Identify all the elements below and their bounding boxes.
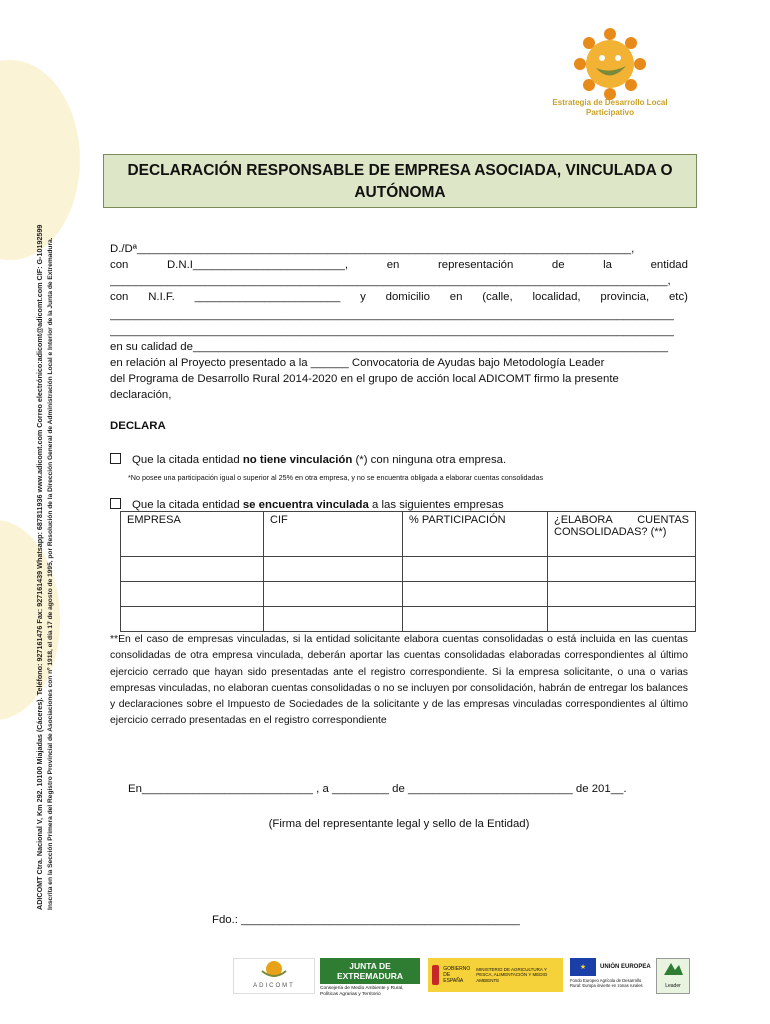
table-cell[interactable]	[121, 607, 264, 632]
adicomt-logo	[233, 958, 315, 994]
sidebar-address	[34, 225, 56, 910]
fdo-line: Fdo.: ____________________________________________	[212, 914, 520, 926]
spain-crest-icon	[432, 965, 439, 985]
table-row	[121, 607, 696, 632]
logo-caption	[535, 98, 685, 118]
title-line-1: DECLARACIÓN RESPONSABLE DE EMPRESA ASOCIADA, VINCULADA O	[127, 162, 673, 179]
form-text: con	[110, 259, 129, 271]
table-cell[interactable]	[264, 582, 403, 607]
ministerio-label: MINISTERIO DE AGRICULTURA Y PESCA, ALIMENTACIÓN Y MEDIO AMBIENTE	[476, 966, 548, 983]
junta-extremadura-logo	[320, 958, 420, 997]
option-text: Que la citada entidad	[132, 499, 243, 511]
table-header-row	[121, 512, 696, 557]
leader-icon	[661, 959, 685, 979]
checkbox[interactable]	[110, 453, 121, 464]
form-text: la	[603, 259, 612, 271]
title-line-2: AUTÓNOMA	[354, 184, 446, 201]
eu-flag-icon: ★	[570, 958, 596, 976]
table-cell[interactable]	[264, 607, 403, 632]
form-line-entity: ________________________________________________________________________________________,	[110, 275, 671, 287]
gobierno-espana-logo	[428, 958, 563, 992]
adicomt-sun-icon	[254, 959, 294, 979]
table-row	[121, 557, 696, 582]
table-cell[interactable]	[548, 557, 696, 582]
form-text: domicilio	[385, 291, 430, 303]
linked-companies-table	[120, 511, 696, 632]
form-line-name: D./Dª______________________________________________________________________________,	[110, 243, 635, 255]
ue-sub-label: Fondo Europeo Agrícola de Desarrollo Rural: Europa invierte en zonas rurales	[570, 978, 643, 988]
consolidated-accounts-note: **En el caso de empresas vinculadas, si la entidad solicitante elabora cuentas consolidadas o está incluida en las cuentas consolidadas de otra empresa vinculada, deberán aportar las cuentas consolidadas elaboradas correspondientes al último ejercicio cerrado que hayan sido presentadas ante el registro correspondiente. Si la empresa solicitante, o una o varias empresas vinculadas, no elaboran cuentas consolidadas o no se incluyen por consolidación, habrán de entregar los balances y declaraciones sobre el Impuesto de Sociedades de la solicitante y de las empresas vinculadas correspondientes al último ejercicio cerrado presentadas en el registro correspondiente	[110, 634, 688, 727]
form-text: de	[551, 259, 565, 271]
sidebar-line-1: ADICOMT Ctra. Nacional V, Km 292. 10100 Miajadas (Cáceres). Teléfono: 927161476 Fax: 927161439 Whatsapp: 687811936 www.adicomt.com Correo electrónico:adicomt@adicomt.com CIF: G-10192599	[35, 224, 44, 910]
form-text: (calle,	[482, 291, 513, 303]
logo-caption-line-2: Participativo	[585, 108, 634, 117]
form-line-address-2: _________________________________________________________________________________________	[110, 325, 674, 337]
form-text: D.N.I________________________,	[166, 259, 349, 271]
header-empresa: EMPRESA	[121, 512, 264, 557]
adicomt-label: ADICOMT	[253, 983, 295, 989]
leader-logo	[656, 958, 690, 994]
option-no-vinculacion[interactable]	[110, 452, 688, 468]
form-text: N.I.F.	[148, 291, 175, 303]
table-cell[interactable]	[548, 582, 696, 607]
form-text: etc)	[668, 291, 688, 303]
table-cell[interactable]	[403, 557, 548, 582]
form-line-address-1: _________________________________________________________________________________________	[110, 309, 674, 321]
document-title	[103, 154, 697, 208]
form-text: localidad,	[532, 291, 581, 303]
sidebar-line-2: Inscrita en la Sección Primera del Registro Provincial de Asociaciones con nº 1918, el día 17 de agosto de 1995, por Resolución de la Dirección General de Administración Local e Interior de la Junta de Extremadura.	[47, 237, 54, 910]
signature-caption: (Firma del representante legal y sello de la Entidad)	[268, 818, 530, 830]
option-bold-text: se encuentra vinculada	[242, 499, 369, 511]
checkbox[interactable]	[110, 498, 121, 509]
option-1-footnote: *No posee una participación igual o superior al 25% en otra empresa, y no se encuentra obligada a elaborar cuentas consolidadas	[128, 473, 544, 482]
header-consolidadas: ¿ELABORA CUENTAS CONSOLIDADAS? (**)	[548, 512, 696, 557]
form-text: en	[386, 259, 400, 271]
form-text: y	[360, 291, 366, 303]
gobierno-label: GOBIERNO DE ESPAÑA	[443, 966, 471, 984]
table-cell[interactable]	[264, 557, 403, 582]
header-participacion: % PARTICIPACIÓN	[403, 512, 548, 557]
form-line-nif	[110, 289, 688, 305]
form-line-dni	[110, 257, 688, 273]
form-text: en	[449, 291, 463, 303]
form-line-declaration: declaración,	[110, 389, 172, 401]
table-cell[interactable]	[121, 582, 264, 607]
option-text: (*) con ninguna otra empresa.	[352, 454, 507, 466]
form-line-program: del Programa de Desarrollo Rural 2014-2020 en el grupo de acción local ADICOMT firmo la presente	[110, 373, 619, 385]
declara-heading: DECLARA	[110, 420, 166, 432]
table-cell[interactable]	[403, 607, 548, 632]
form-text: con	[110, 291, 129, 303]
option-text: a las siguientes empresas	[368, 499, 504, 511]
option-text: Que la citada entidad	[132, 454, 243, 466]
table-cell[interactable]	[403, 582, 548, 607]
junta-label: JUNTA DE EXTREMADURA	[320, 958, 420, 984]
logo-caption-line-1: Estrategia de Desarrollo Local	[552, 98, 668, 107]
leader-label: Leader	[665, 983, 681, 989]
union-europea-logo	[570, 958, 652, 992]
table-cell[interactable]	[548, 607, 696, 632]
form-text: _______________________	[194, 291, 341, 303]
form-line-project: en relación al Proyecto presentado a la ______ Convocatoria de Ayudas bajo Metodología Leader	[110, 357, 605, 369]
form-line-role: en su calidad de___________________________________________________________________________	[110, 341, 669, 353]
ue-label: UNIÓN EUROPEA	[600, 964, 651, 970]
date-line: En___________________________ , a _________ de __________________________ de 201__.	[128, 783, 627, 795]
form-text: representación	[437, 259, 514, 271]
option-bold-text: no tiene vinculación	[242, 454, 353, 466]
table-cell[interactable]	[121, 557, 264, 582]
header-cif: CIF	[264, 512, 403, 557]
junta-sub-label: Consejería de Medio Ambiente y Rural, Políticas Agrarias y Territorio	[320, 986, 404, 997]
form-text: entidad	[650, 259, 688, 271]
form-text: provincia,	[600, 291, 650, 303]
table-row	[121, 582, 696, 607]
